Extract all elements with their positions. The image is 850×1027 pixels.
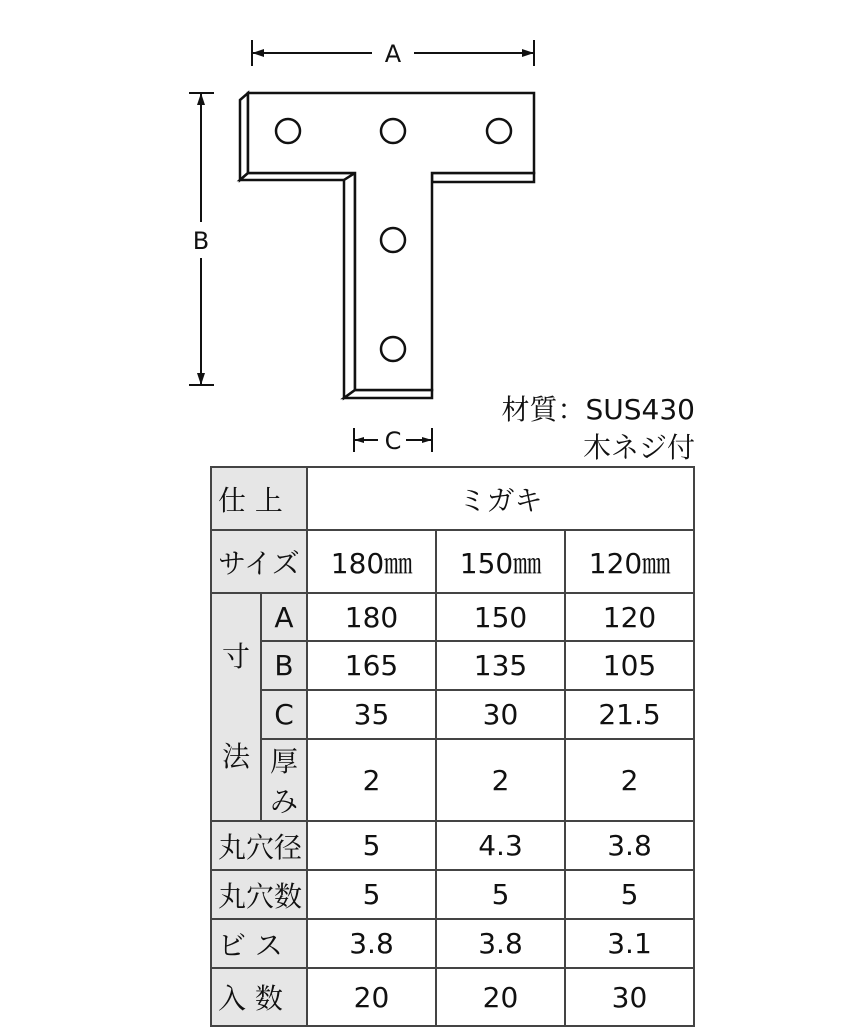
screw-row (211, 919, 694, 968)
quantity-150: 20 (436, 968, 565, 1026)
hole-count-label: 丸穴数 (211, 870, 307, 919)
bracket-right-bottom-face (432, 173, 534, 182)
hole-top-right (487, 119, 511, 143)
hole-diameter-label: 丸穴径 (211, 821, 307, 870)
dim-row-a (211, 593, 694, 641)
dim-c-120: 21.5 (565, 690, 694, 739)
hole-diameter-150: 4.3 (436, 821, 565, 870)
screw-120: 3.1 (565, 919, 694, 968)
dim-c-label: C (261, 690, 307, 739)
hole-stem-lower (381, 337, 405, 361)
size-150: 150㎜ (436, 530, 565, 593)
finish-label: 仕 上 (211, 467, 307, 530)
quantity-180: 20 (307, 968, 436, 1026)
dimension-group-char-2: 法 (221, 740, 250, 773)
dim-c-180: 35 (307, 690, 436, 739)
thickness-180: 2 (307, 739, 436, 821)
dimension-c-label: C (384, 427, 402, 455)
hole-count-150: 5 (436, 870, 565, 919)
dimension-a-label: A (384, 40, 402, 68)
finish-value: ミガキ (307, 467, 694, 530)
hole-diameter-120: 3.8 (565, 821, 694, 870)
dim-a-150: 150 (436, 593, 565, 641)
dim-b-label: B (261, 641, 307, 690)
hole-diameter-row (211, 821, 694, 870)
screw-included-note: 木ネジ付 (582, 431, 695, 464)
screw-150: 3.8 (436, 919, 565, 968)
bracket-stem-side-face (344, 173, 355, 398)
thickness-120: 2 (565, 739, 694, 821)
dim-a-120: 120 (565, 593, 694, 641)
screw-180: 3.8 (307, 919, 436, 968)
t-bracket-drawing (0, 0, 850, 460)
thickness-label: 厚み (261, 739, 307, 821)
screw-label: ビ ス (211, 919, 307, 968)
dim-a-180: 180 (307, 593, 436, 641)
quantity-120: 30 (565, 968, 694, 1026)
quantity-label: 入 数 (211, 968, 307, 1026)
dimension-group-label (211, 593, 261, 821)
size-180: 180㎜ (307, 530, 436, 593)
size-label: サイズ (211, 530, 307, 593)
hole-count-120: 5 (565, 870, 694, 919)
finish-row (211, 467, 694, 530)
dim-row-c (211, 690, 694, 739)
quantity-row (211, 968, 694, 1026)
size-row (211, 530, 694, 593)
hole-diameter-180: 5 (307, 821, 436, 870)
dim-b-120: 105 (565, 641, 694, 690)
hole-count-row (211, 870, 694, 919)
hole-top-left (276, 119, 300, 143)
size-120: 120㎜ (565, 530, 694, 593)
hole-count-180: 5 (307, 870, 436, 919)
dim-b-150: 135 (436, 641, 565, 690)
dim-row-thickness (211, 739, 694, 821)
dim-b-180: 165 (307, 641, 436, 690)
hole-stem-upper (381, 228, 405, 252)
dim-c-150: 30 (436, 690, 565, 739)
thickness-150: 2 (436, 739, 565, 821)
dimension-b-label: B (192, 227, 210, 255)
material-spec: 材質：SUS430 (501, 393, 695, 426)
dim-a-label: A (261, 593, 307, 641)
dim-row-b (211, 641, 694, 690)
dimension-group-char-1: 寸 (221, 640, 250, 673)
hole-top-center (381, 119, 405, 143)
spec-table (210, 466, 695, 1027)
